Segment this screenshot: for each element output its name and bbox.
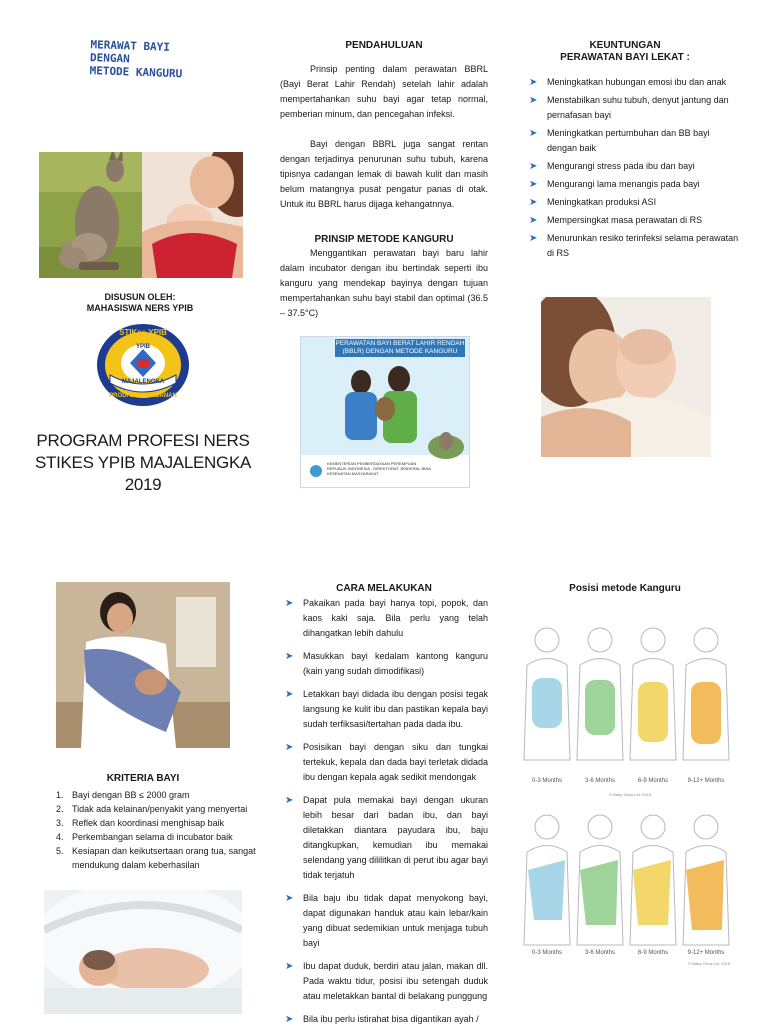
kriteria-item-text: Tidak ada kelainan/penyakit yang menyertai [72, 804, 248, 814]
posisi-row2-label-2: 3-6 Months [584, 950, 615, 956]
cara-item-text: Ibu dapat duduk, berdiri atau jalan, makan dll. Pada waktu tidur, posisi ibu setengah duduk atau meletakkan bantal di belakang punggung [303, 961, 488, 1001]
cara-item-text: Dapat pula memakai bayi dengan ukuran lebih besar dari badan ibu, dan bayi diletakkan diantara payudara ibu, baju ditangkupkan, kemudian ibu memakai selendang yang dililitkan di perut ibu agar bayi tidak terjatuh [303, 795, 488, 880]
program-line-1: PROGRAM PROFESI NERS [36, 431, 250, 450]
cara-item [283, 959, 488, 1004]
program-line-3: 2019 [124, 475, 162, 494]
cara-item-text: Pakaikan pada bayi hanya topi, popok, dan kaos kaki saja. Bila perlu yang telah dihangatkan lebih dahulu [303, 598, 488, 638]
posisi-row1-label-2: 3-6 Months [584, 778, 615, 784]
arrow-bullet-icon: ➤ [529, 179, 538, 190]
posisi-diagram [520, 620, 732, 970]
kriteria-list [56, 788, 256, 872]
kanguru-poster [300, 336, 470, 488]
cara-item-text: Bila baju ibu tidak dapat menyokong bayi, dapat digunakan handuk atau kain lebar/kain yang dibuat sedemikian untuk menjaga tubuh bayi [303, 893, 488, 948]
keuntungan-item [527, 213, 739, 228]
arrow-bullet-icon: ➤ [285, 598, 294, 609]
kriteria-item-text: Reflek dan koordinasi menghisap baik [72, 818, 225, 828]
keuntungan-item [527, 177, 739, 192]
cara-item [283, 687, 488, 732]
list-number: 4. [56, 832, 64, 842]
crest-top-text: STIKes YPIB [119, 328, 167, 337]
arrow-bullet-icon: ➤ [285, 961, 294, 972]
crest-small-text: YPIB [135, 344, 150, 350]
kriteria-item-text: Kesiapan dan keikutsertaan orang tua, sangat mendukung dalam keberhasilan [72, 846, 256, 870]
kriteria-item [56, 830, 256, 844]
incubator-baby-photo [44, 890, 242, 1014]
keuntungan-item [527, 126, 739, 156]
keuntungan-item [527, 195, 739, 210]
crest-bottom-text: PRODI DIII KEBIDANAN [109, 393, 177, 399]
arrow-bullet-icon: ➤ [529, 215, 538, 226]
arrow-bullet-icon: ➤ [285, 795, 294, 806]
cara-item [283, 596, 488, 641]
brochure-logo [89, 38, 200, 81]
keuntungan-item-text: Mengurangi lama menangis pada bayi [547, 179, 700, 189]
disusun-oleh [70, 292, 210, 314]
program-line-2: STIKES YPIB MAJALENGKA [34, 453, 252, 472]
keuntungan-item-text: Menurunkan resiko terinfeksi selama perawatan di RS [547, 233, 739, 258]
keuntungan-item-text: Meningkatkan pertumbuhan dan BB bayi dengan baik [547, 128, 710, 153]
logo-line-1: MERAWAT BAYI [90, 38, 171, 54]
pendahuluan-body [280, 62, 488, 212]
institution-crest [96, 323, 190, 408]
posisi-row1-label-1: 0-3 Months [531, 778, 562, 784]
arrow-bullet-icon: ➤ [285, 689, 294, 700]
disusun-line-1: DISUSUN OLEH: [104, 292, 176, 302]
keuntungan-item-text: Menstabilkan suhu tubuh, denyut jantung dan pernafasan bayi [547, 95, 729, 120]
arrow-bullet-icon: ➤ [529, 161, 538, 172]
keuntungan-title-1: KEUNTUNGAN [589, 40, 661, 51]
keuntungan-item-text: Meningkatkan produksi ASI [547, 197, 657, 207]
kriteria-title: KRITERIA BAYI [106, 773, 180, 784]
crest-ribbon-text: MAJALENGKA [121, 379, 165, 385]
cara-list [283, 596, 488, 1035]
logo-line-3: METODE KANGURU [89, 64, 183, 81]
cara-item [283, 740, 488, 785]
posisi-row2-label-1: 0-3 Months [531, 950, 562, 956]
cara-title: CARA MELAKUKAN [336, 583, 432, 594]
cara-item [283, 1012, 488, 1027]
prinsip-title: PRINSIP METODE KANGURU [314, 234, 454, 245]
pendahuluan-p1: Prinsip penting dalam perawatan BBRL (Bayi Berat Lahir Rendah) setelah lahir adalah mempertahankan suhu bayi agar tetap normal, pemberian minum, dan pencegahan infeksi. [280, 64, 488, 119]
pendahuluan-p2: Bayi dengan BBRL juga sangat rentan dengan terjadinya penurunan suhu tubuh, karena tipisnya cadangan lemak di bawah kulit dan masih belum matangnya pusat pengatur panas di otak. Untuk itu BBRL harus dijaga kehangatnnya. [280, 139, 488, 209]
arrow-bullet-icon: ➤ [285, 893, 294, 904]
pendahuluan-title: PENDAHULUAN [345, 40, 423, 51]
posisi-credit-2: © Baby-Grow Ltd. 2015 [688, 961, 730, 966]
cara-item-text: Bila ibu perlu istirahat bisa digantikan ayah / [303, 1014, 479, 1024]
posisi-title: Posisi metode Kanguru [569, 583, 681, 594]
mother-baby-closeup-photo [541, 297, 711, 457]
list-number: 5. [56, 846, 64, 856]
posisi-row1-label-4: 9-12+ Months [687, 778, 725, 784]
kangaroo-photo [39, 152, 142, 278]
kriteria-item-text: Perkembangan selama di incubator baik [72, 832, 233, 842]
keuntungan-item-text: Mengurangi stress pada ibu dan bayi [547, 161, 695, 171]
keuntungan-title [520, 40, 730, 64]
posisi-credit-1: © Baby-Grow Ltd. 2015 [609, 792, 651, 797]
kriteria-item [56, 844, 256, 872]
poster-title: PERAWATAN BAYI BERAT LAHIR RENDAH (BBLR) DENGAN METODE KANGURU [335, 340, 465, 355]
posisi-row2-label-4: 9-12+ Months [687, 950, 725, 956]
keuntungan-title-2: PERAWATAN BAYI LEKAT : [560, 52, 690, 63]
mother-carrier-photo [56, 582, 230, 748]
keuntungan-item [527, 159, 739, 174]
prinsip-p1: Menggantikan perawatan bayi baru lahir dalam incubator dengan ibu bertindak seperti ibu kanguru yang mendekap bayinya dengan tujuan mempertahankan suhu bayi stabil dan optimal (36.5 – 37.5°C) [280, 248, 488, 318]
kriteria-item [56, 788, 256, 802]
posisi-row2-label-3: 6-9 Months [637, 950, 668, 956]
arrow-bullet-icon: ➤ [529, 95, 538, 106]
cara-item [283, 793, 488, 883]
cara-item-text: Posisikan bayi dengan siku dan tungkai tertekuk, kepala dan dada bayi terletak didada ibu dengan kepala agak sedikit mendongak [303, 742, 488, 782]
arrow-bullet-icon: ➤ [285, 651, 294, 662]
keuntungan-list [527, 75, 739, 264]
arrow-bullet-icon: ➤ [529, 77, 538, 88]
program-title [30, 430, 256, 496]
arrow-bullet-icon: ➤ [285, 1014, 294, 1025]
keuntungan-item [527, 93, 739, 123]
list-number: 3. [56, 818, 64, 828]
keuntungan-item [527, 75, 739, 90]
arrow-bullet-icon: ➤ [529, 197, 538, 208]
kriteria-item [56, 816, 256, 830]
mother-baby-photo [142, 152, 243, 278]
posisi-row1-label-3: 6-9 Months [637, 778, 668, 784]
logo-line-2: DENGAN [89, 51, 130, 66]
cara-item [283, 891, 488, 951]
kriteria-item [56, 802, 256, 816]
cara-item-text: Letakkan bayi didada ibu dengan posisi tegak langsung ke kulit ibu dan pastikan kepala bayi sudah terfiksasi/tertahan pada dada ibu. [303, 689, 488, 729]
list-number: 2. [56, 804, 64, 814]
keuntungan-item-text: Meningkatkan hubungan emosi ibu dan anak [547, 77, 727, 87]
keuntungan-item [527, 231, 739, 261]
arrow-bullet-icon: ➤ [529, 233, 538, 244]
kriteria-item-text: Bayi dengan BB ≤ 2000 gram [72, 790, 190, 800]
list-number: 1. [56, 790, 64, 800]
disusun-line-2: MAHASISWA NERS YPIB [86, 303, 194, 313]
keuntungan-item-text: Mempersingkat masa perawatan di RS [547, 215, 703, 225]
arrow-bullet-icon: ➤ [529, 128, 538, 139]
cara-item [283, 649, 488, 679]
cara-item-text: Masukkan bayi kedalam kantong kanguru (kain yang sudah dimodifikasi) [303, 651, 488, 676]
poster-footer: KEMENTERIAN PEMBERDAYAAN PEREMPUAN REPUBLIK INDONESIA - DIREKTORAT JENDERAL BINA KESEHATAN MASYARAKAT [327, 461, 431, 476]
arrow-bullet-icon: ➤ [285, 742, 294, 753]
